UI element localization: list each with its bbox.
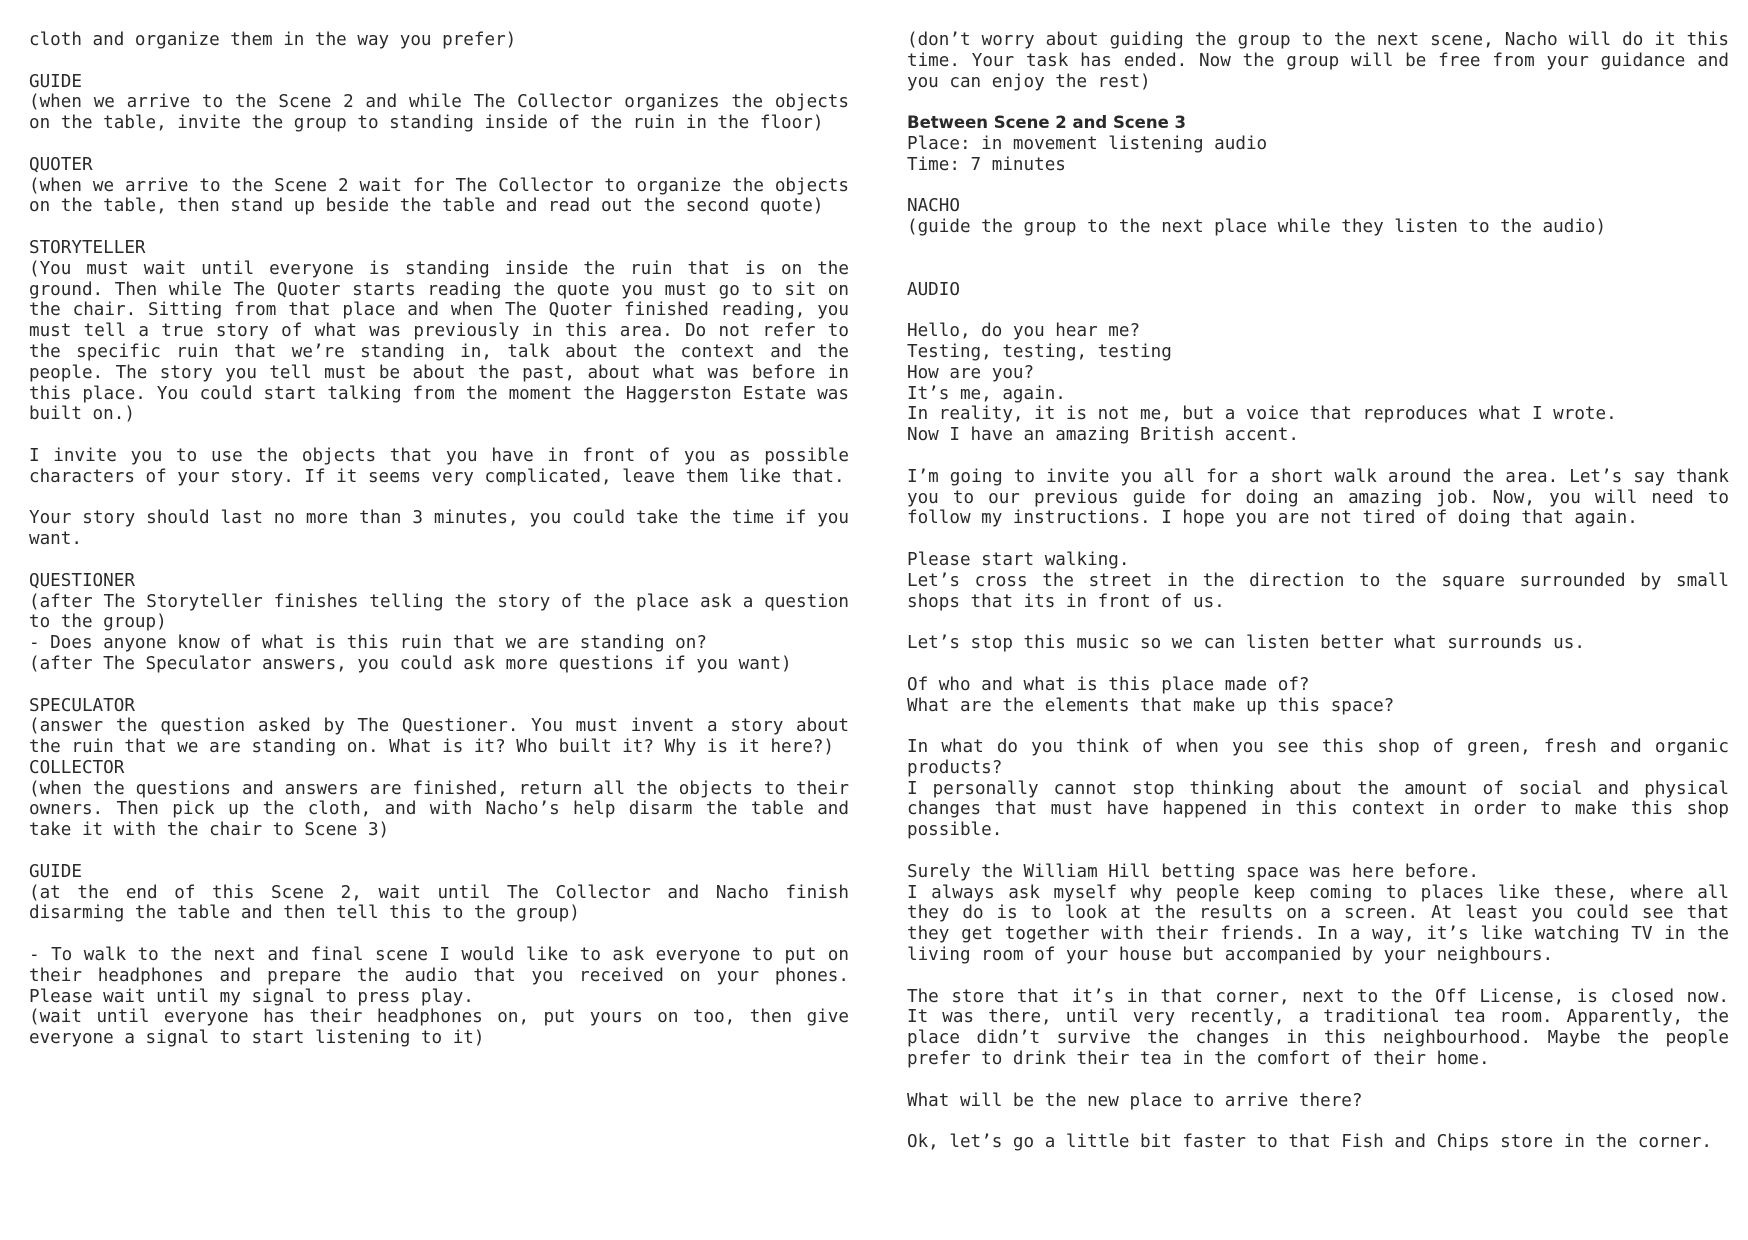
audio-line: Let’s cross the street in the direction to the square surrounded by small shops that its in front of us. <box>907 570 1729 612</box>
script-line: - Does anyone know of what is this ruin that we are standing on? <box>29 633 707 654</box>
role-label: STORYTELLER <box>29 237 146 258</box>
script-line: - To walk to the next and final scene I would like to ask everyone to put on their headphones and prepare the audio that you received on your phones. Please wait until my signal to press play. <box>29 945 849 1007</box>
script-block-storyteller <box>29 238 849 425</box>
audio-block <box>907 987 1729 1070</box>
script-block-guide <box>29 862 849 924</box>
script-block-guide <box>29 72 849 134</box>
audio-block <box>907 467 1729 529</box>
role-label: SPECULATOR <box>29 695 135 716</box>
script-line: I invite you to use the objects that you have in front of you as possible characters of your story. If it seems very complicated, leave them like that. <box>29 445 849 487</box>
script-block-collector <box>29 758 849 841</box>
role-label: AUDIO <box>907 279 960 300</box>
role-label: QUESTIONER <box>29 570 135 591</box>
role-label: QUOTER <box>29 154 93 175</box>
audio-line: Please start walking. <box>907 549 1130 570</box>
audio-line: In what do you think of when you see this shop of green, fresh and organic products? <box>907 737 1729 778</box>
script-line: cloth and organize them in the way you prefer) <box>29 30 517 50</box>
role-label: NACHO <box>907 196 960 217</box>
audio-line: What will be the new place to arrive there? <box>907 1090 1363 1111</box>
audio-line: Let’s stop this music so we can listen better what surrounds us. <box>907 633 1585 654</box>
audio-line: I personally cannot stop thinking about the amount of social and physical changes that must have happened in this context in order to make this shop possible. <box>907 778 1729 841</box>
script-line: (when we arrive to the Scene 2 wait for The Collector to organize the objects on the table, then stand up beside the table and read out the second quote) <box>29 175 849 217</box>
script-block <box>29 945 849 1049</box>
script-line: (wait until everyone has their headphones on, put yours on too, then give everyone a signal to start listening to it) <box>29 1007 849 1049</box>
script-block-speculator <box>29 696 849 758</box>
script-block-nacho <box>907 196 1729 238</box>
audio-block <box>907 675 1729 717</box>
audio-line: Hello, do you hear me? <box>907 321 1141 342</box>
script-block-questioner <box>29 571 849 675</box>
audio-line: It’s me, again. <box>907 383 1066 404</box>
audio-block <box>907 1091 1729 1112</box>
script-line: (answer the question asked by The Questioner. You must invent a story about the ruin that we are standing on. What is it? Who built it? Why is it here?) <box>29 716 849 758</box>
audio-block <box>907 633 1729 654</box>
scene-heading: Between Scene 2 and Scene 3 <box>907 113 1186 133</box>
scene-place: Place: in movement listening audio <box>907 133 1268 154</box>
script-line: (after The Speculator answers, you could ask more questions if you want) <box>29 653 792 674</box>
role-label: COLLECTOR <box>29 757 125 778</box>
audio-line: I always ask myself why people keep coming to places like these, where all they do is to look at the results on a screen. At least you could see that they get together with their friends. In a way, it’s like watching TV in the living room of your house but accompanied by your neighbours. <box>907 882 1729 966</box>
audio-line: Surely the William Hill betting space was here before. <box>907 861 1479 882</box>
script-block <box>29 30 849 51</box>
audio-line: The store that it’s in that corner, next to the Off License, is closed now. It was there, until very recently, a traditional tea room. Apparently, the place didn’t survive the changes in this neighbourhood. Maybe the people prefer to drink their tea in the comfort of their home. <box>907 986 1729 1070</box>
script-line: (guide the group to the next place while they listen to the audio) <box>907 217 1607 238</box>
audio-line: Testing, testing, testing <box>907 341 1172 362</box>
audio-line: Of who and what is this place made of? <box>907 674 1310 695</box>
audio-block <box>907 550 1729 612</box>
audio-label-block <box>907 280 1729 301</box>
audio-block <box>907 1132 1729 1153</box>
script-line: (when we arrive to the Scene 2 and while The Collector organizes the objects on the table, invite the group to standing inside of the ruin in the floor) <box>29 92 849 134</box>
audio-line: What are the elements that make up this space? <box>907 695 1395 716</box>
script-block-quoter <box>29 155 849 217</box>
script-line: Your story should last no more than 3 minutes, you could take the time if you want. <box>29 508 849 550</box>
script-block <box>29 446 849 488</box>
right-column <box>907 30 1729 1174</box>
audio-line: How are you? <box>907 362 1035 383</box>
script-line: (don’t worry about guiding the group to the next scene, Nacho will do it this time. Your task has ended. Now the group will be free from your guidance and you can enjoy the rest) <box>907 30 1729 92</box>
script-line: (at the end of this Scene 2, wait until The Collector and Nacho finish disarming the table and then tell this to the group) <box>29 882 849 924</box>
audio-line: In reality, it is not me, but a voice that reproduces what I wrote. <box>907 404 1617 425</box>
left-column <box>29 30 849 1070</box>
audio-line: I’m going to invite you all for a short walk around the area. Let’s say thank you to our previous guide for doing an amazing job. Now, you will need to follow my instructions. I hope you are not tired of doing that again. <box>907 466 1729 529</box>
scene-header-block <box>907 113 1729 175</box>
audio-line: Ok, let’s go a little bit faster to that Fish and Chips store in the corner. <box>907 1132 1713 1153</box>
audio-block <box>907 321 1729 446</box>
scene-time: Time: 7 minutes <box>907 154 1066 175</box>
audio-block <box>907 862 1729 966</box>
script-block <box>29 508 849 550</box>
audio-line: Now I have an amazing British accent. <box>907 425 1299 446</box>
script-line: (when the questions and answers are finished, return all the objects to their owners. Then pick up the cloth, and with Nacho’s help disarm the table and take it with the chair to Scene 3) <box>29 778 849 841</box>
intro-block <box>907 30 1729 92</box>
role-label: GUIDE <box>29 71 82 92</box>
role-label: GUIDE <box>29 861 82 882</box>
script-line: (after The Storyteller finishes telling the story of the place ask a question to the group) <box>29 591 849 633</box>
script-line: (You must wait until everyone is standing inside the ruin that is on the ground. Then while The Quoter starts reading the quote you must go to sit on the chair. Sitting from that place and when The Quoter finished reading, you must tell a true story of what was previously in this area. Do not refer to the specific ruin that we’re standing in, talk about the context and the people. The story you tell must be about the past, about what was before in this place. You could start talking from the moment the Haggerston Estate was built on.) <box>29 258 849 425</box>
audio-block <box>907 737 1729 841</box>
